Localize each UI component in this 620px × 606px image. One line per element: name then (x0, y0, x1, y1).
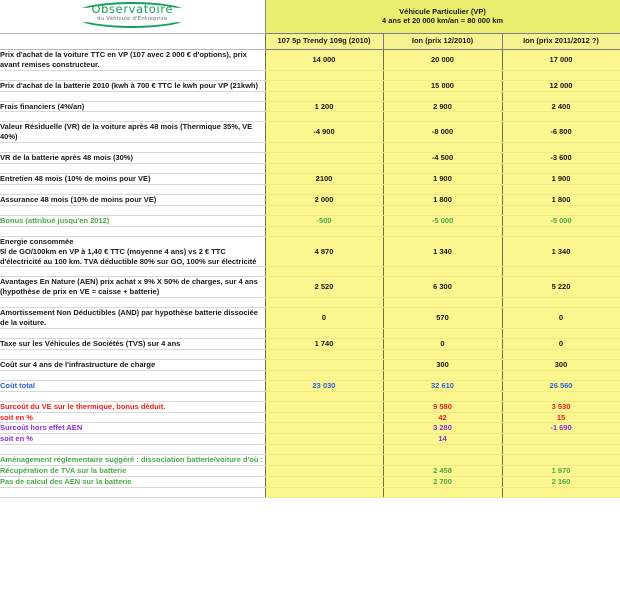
table-row (0, 434, 620, 445)
spacer-value-cell (265, 329, 383, 339)
spacer-label-cell (0, 298, 265, 308)
spacer-label-cell (0, 370, 265, 380)
table-body (0, 49, 620, 497)
table-row (0, 80, 620, 91)
spacer-value-cell (265, 70, 383, 80)
spacer-row (0, 370, 620, 380)
row-value-3[interactable]: -3 600 (502, 153, 620, 164)
table-row (0, 236, 620, 267)
table-row (0, 455, 620, 466)
row-value-3[interactable]: 5 220 (502, 277, 620, 298)
spacer-value-cell (502, 226, 620, 236)
spacer-label-cell (0, 112, 265, 122)
row-label[interactable]: Amortissement Non Déductibles (AND) par hypothèse batterie dissociée de la voiture. (0, 308, 265, 329)
spacer-value-cell (383, 487, 502, 497)
spacer-value-cell (502, 70, 620, 80)
spacer-value-cell (265, 267, 383, 277)
row-value-2[interactable]: 1 800 (383, 195, 502, 206)
row-value-1[interactable] (265, 455, 383, 466)
spacer-row (0, 329, 620, 339)
row-value-1[interactable]: 2 520 (265, 277, 383, 298)
spacer-value-cell (502, 112, 620, 122)
row-value-3[interactable]: 15 (502, 412, 620, 423)
row-label[interactable]: Assurance 48 mois (10% de moins pour VE) (0, 195, 265, 206)
row-value-1[interactable]: 1 740 (265, 339, 383, 350)
row-value-3[interactable]: 17 000 (502, 49, 620, 70)
row-value-1[interactable]: 2100 (265, 174, 383, 185)
row-label[interactable]: Coût total (0, 380, 265, 391)
spacer-value-cell (502, 205, 620, 215)
spacer-row (0, 226, 620, 236)
row-label[interactable]: Pas de calcul des AEN sur la batterie (0, 477, 265, 488)
table-row (0, 339, 620, 350)
row-label[interactable]: Taxe sur les Véhicules de Sociétés (TVS) sur 4 ans (0, 339, 265, 350)
table-row (0, 359, 620, 370)
spacer-row (0, 391, 620, 401)
row-value-2[interactable]: 42 (383, 412, 502, 423)
row-label[interactable]: Surcoût du VE sur le thermique, bonus déduit. (0, 401, 265, 412)
spacer-label-cell (0, 329, 265, 339)
row-value-3[interactable]: 1 900 (502, 174, 620, 185)
spacer-label-cell (0, 391, 265, 401)
row-value-3[interactable]: 12 000 (502, 80, 620, 91)
spacer-value-cell (502, 143, 620, 153)
row-value-3[interactable]: 3 530 (502, 401, 620, 412)
table-row (0, 308, 620, 329)
spacer-value-cell (502, 164, 620, 174)
table-row (0, 215, 620, 226)
row-value-2[interactable] (383, 455, 502, 466)
row-value-3[interactable]: 1 800 (502, 195, 620, 206)
row-value-2[interactable]: 300 (383, 359, 502, 370)
spacer-value-cell (383, 391, 502, 401)
row-value-3[interactable]: 1 340 (502, 236, 620, 267)
spacer-label-cell (0, 205, 265, 215)
sheet-title-line1: Véhicule Particulier (VP) (399, 6, 486, 16)
row-value-3[interactable]: 2 160 (502, 477, 620, 488)
row-label[interactable]: Valeur Résiduelle (VR) de la voiture après 48 mois (Thermique 35%, VE 40%) (0, 122, 265, 143)
row-value-1[interactable] (265, 412, 383, 423)
table-row (0, 122, 620, 143)
row-value-2[interactable]: 9 580 (383, 401, 502, 412)
title-row (0, 0, 620, 33)
row-value-3[interactable]: 300 (502, 359, 620, 370)
row-label[interactable]: Bonus (attribué jusqu'en 2012) (0, 215, 265, 226)
row-value-2[interactable]: 6 300 (383, 277, 502, 298)
table-row (0, 49, 620, 70)
row-value-3[interactable]: -6 800 (502, 122, 620, 143)
spacer-value-cell (383, 298, 502, 308)
spacer-row (0, 487, 620, 497)
spacer-label-cell (0, 487, 265, 497)
spacer-value-cell (265, 112, 383, 122)
spacer-value-cell (265, 205, 383, 215)
spacer-value-cell (383, 164, 502, 174)
row-value-3[interactable] (502, 434, 620, 445)
spacer-label-cell (0, 91, 265, 101)
spacer-value-cell (383, 329, 502, 339)
spacer-value-cell (383, 370, 502, 380)
spacer-row (0, 143, 620, 153)
table-row (0, 477, 620, 488)
row-value-3[interactable]: 2 400 (502, 101, 620, 112)
spacer-value-cell (383, 91, 502, 101)
spacer-value-cell (383, 267, 502, 277)
spacer-value-cell (502, 445, 620, 455)
spacer-value-cell (383, 70, 502, 80)
spacer-label-cell (0, 164, 265, 174)
spacer-row (0, 70, 620, 80)
spacer-label-cell (0, 226, 265, 236)
row-value-1[interactable]: -500 (265, 215, 383, 226)
spacer-row (0, 445, 620, 455)
table-row (0, 277, 620, 298)
spacer-label-cell (0, 349, 265, 359)
table-row (0, 174, 620, 185)
row-value-2[interactable]: 570 (383, 308, 502, 329)
spacer-value-cell (383, 185, 502, 195)
spacer-value-cell (502, 267, 620, 277)
spacer-value-cell (265, 349, 383, 359)
spacer-value-cell (502, 370, 620, 380)
row-label[interactable]: Récupération de TVA sur la batterie (0, 466, 265, 477)
header-blank-cell (0, 33, 265, 49)
row-value-3[interactable]: 0 (502, 339, 620, 350)
column-header-row (0, 33, 620, 49)
spacer-value-cell (502, 298, 620, 308)
logo-tagline: du Véhicule d'Entreprise (97, 16, 168, 22)
row-value-1[interactable]: -4 900 (265, 122, 383, 143)
row-label[interactable]: Coût sur 4 ans de l'infrastructure de charge (0, 359, 265, 370)
column-header-col2[interactable]: Ion (prix 12/2010) (383, 33, 502, 49)
row-value-1[interactable] (265, 80, 383, 91)
row-value-2[interactable]: -8 000 (383, 122, 502, 143)
row-value-2[interactable]: 0 (383, 339, 502, 350)
row-value-1[interactable]: 14 000 (265, 49, 383, 70)
row-label[interactable]: Avantages En Nature (AEN) prix achat x 9% X 50% de charges, sur 4 ans (hypothèse de prix en VE = caisse + batterie) (0, 277, 265, 298)
spacer-row (0, 349, 620, 359)
spacer-value-cell (265, 185, 383, 195)
spacer-label-cell (0, 70, 265, 80)
spacer-value-cell (383, 205, 502, 215)
spacer-label-cell (0, 445, 265, 455)
row-value-3[interactable]: 26 560 (502, 380, 620, 391)
row-value-2[interactable]: 1 900 (383, 174, 502, 185)
spacer-value-cell (502, 487, 620, 497)
spacer-value-cell (265, 298, 383, 308)
table-row (0, 101, 620, 112)
row-value-2[interactable]: 32 610 (383, 380, 502, 391)
row-value-3[interactable] (502, 455, 620, 466)
spacer-value-cell (265, 91, 383, 101)
row-value-3[interactable]: -1 690 (502, 423, 620, 434)
spacer-value-cell (265, 391, 383, 401)
table-row (0, 195, 620, 206)
table-row (0, 412, 620, 423)
row-value-1[interactable] (265, 477, 383, 488)
spacer-value-cell (265, 487, 383, 497)
observatoire-logo (72, 0, 192, 30)
spacer-value-cell (265, 445, 383, 455)
spacer-row (0, 298, 620, 308)
row-value-2[interactable]: 2 458 (383, 466, 502, 477)
spacer-label-cell (0, 267, 265, 277)
row-value-1[interactable] (265, 423, 383, 434)
row-value-1[interactable] (265, 466, 383, 477)
column-header-col3[interactable]: Ion (prix 2011/2012 ?) (502, 33, 620, 49)
row-label[interactable]: Prix d'achat de la batterie 2010 (kwh à 700 € TTC le kwh pour VP (21kwh) (0, 80, 265, 91)
logo-cell (0, 0, 265, 33)
spacer-value-cell (502, 391, 620, 401)
row-label[interactable]: Energie consommée 5l de GO/100km en VP à 1,40 € TTC (moyenne 4 ans) vs 2 € TTC d'électricité au 100 km. TVA déductible 80% sur GO, 100% sur électricité (0, 236, 265, 267)
spacer-row (0, 112, 620, 122)
spacer-row (0, 91, 620, 101)
row-value-2[interactable]: 20 000 (383, 49, 502, 70)
spacer-label-cell (0, 185, 265, 195)
row-value-2[interactable]: 2 700 (383, 477, 502, 488)
spacer-value-cell (265, 226, 383, 236)
column-header-col1[interactable]: 107 5p Trendy 109g (2010) (265, 33, 383, 49)
spacer-value-cell (502, 329, 620, 339)
spacer-value-cell (383, 445, 502, 455)
table-row (0, 466, 620, 477)
spacer-value-cell (265, 143, 383, 153)
row-value-2[interactable]: 15 000 (383, 80, 502, 91)
row-value-1[interactable]: 23 030 (265, 380, 383, 391)
spacer-row (0, 185, 620, 195)
sheet-title (265, 0, 620, 33)
row-value-3[interactable]: 0 (502, 308, 620, 329)
spacer-value-cell (502, 185, 620, 195)
row-label[interactable]: Frais financiers (4%/an) (0, 101, 265, 112)
row-value-2[interactable]: 3 280 (383, 423, 502, 434)
table-row (0, 401, 620, 412)
row-label[interactable]: soit en % (0, 412, 265, 423)
row-label[interactable]: Surcoût hors effet AEN (0, 423, 265, 434)
row-value-1[interactable]: 0 (265, 308, 383, 329)
row-value-2[interactable]: -5 000 (383, 215, 502, 226)
spacer-value-cell (383, 143, 502, 153)
spacer-value-cell (265, 370, 383, 380)
row-label[interactable]: soit en % (0, 434, 265, 445)
row-value-1[interactable] (265, 153, 383, 164)
row-label[interactable]: Prix d'achat de la voiture TTC en VP (107 avec 2 000 € d'options), prix avant remises constructeur. (0, 49, 265, 70)
table-row (0, 380, 620, 391)
spacer-value-cell (383, 349, 502, 359)
row-value-1[interactable] (265, 359, 383, 370)
spacer-row (0, 267, 620, 277)
row-value-2[interactable]: 14 (383, 434, 502, 445)
spacer-value-cell (383, 112, 502, 122)
row-value-3[interactable]: -5 000 (502, 215, 620, 226)
spacer-value-cell (383, 226, 502, 236)
spacer-value-cell (265, 164, 383, 174)
row-value-1[interactable]: 1 200 (265, 101, 383, 112)
spacer-value-cell (502, 91, 620, 101)
logo-wordmark: Observatoire (91, 2, 173, 16)
row-value-2[interactable]: -4 500 (383, 153, 502, 164)
row-value-1[interactable]: 2 000 (265, 195, 383, 206)
spacer-value-cell (502, 349, 620, 359)
row-label[interactable]: Aménagement réglementaire suggéré : dissociation batterie/voiture d'où : (0, 455, 264, 465)
row-value-2[interactable]: 2 900 (383, 101, 502, 112)
row-value-1[interactable] (265, 401, 383, 412)
sheet-title-line2: 4 ans et 20 000 km/an = 80 000 km (381, 16, 504, 26)
row-label[interactable]: VR de la batterie après 48 mois (30%) (0, 153, 265, 164)
spacer-row (0, 205, 620, 215)
table-row (0, 153, 620, 164)
row-value-3[interactable]: 1 970 (502, 466, 620, 477)
row-value-1[interactable]: 4 870 (265, 236, 383, 267)
row-value-1[interactable] (265, 434, 383, 445)
row-value-2[interactable]: 1 340 (383, 236, 502, 267)
spacer-row (0, 164, 620, 174)
spacer-label-cell (0, 143, 265, 153)
row-label[interactable]: Entretien 48 mois (10% de moins pour VE) (0, 174, 265, 185)
table-row (0, 423, 620, 434)
